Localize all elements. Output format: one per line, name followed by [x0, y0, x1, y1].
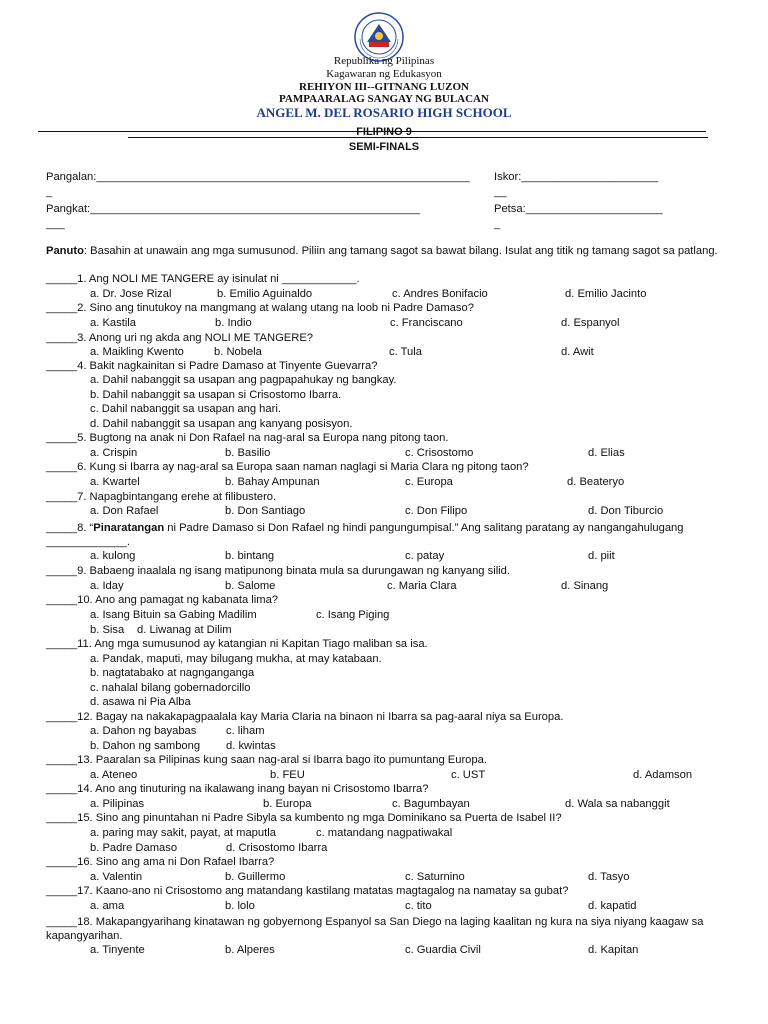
q13-option-a: a. Ateneo: [90, 769, 138, 781]
q15-option-d: d. Crisostomo Ibarra: [226, 842, 328, 854]
score-field[interactable]: Iskor:______________________: [494, 171, 659, 183]
q15-option-c: c. matandang nagpatiwakal: [316, 827, 453, 839]
question-2: _____2. Sino ang tinutukoy na mangmang at walang utang na loob ni Padre Damaso?: [46, 302, 474, 314]
question-11: _____11. Ang mga sumusunod ay katangian ni Kapitan Tiago maliban sa isa.: [46, 638, 428, 650]
q6-option-c: c. Europa: [405, 476, 453, 488]
question-9: _____9. Babaeng inaalala ng isang matipunong binata mula sa durungawan ng kanyang silid.: [46, 565, 511, 577]
q3-option-d: d. Awit: [561, 346, 594, 358]
q14-option-a: a. Pilipinas: [90, 798, 145, 810]
q3-option-c: c. Tula: [389, 346, 422, 358]
score-field-cont: __: [494, 186, 507, 198]
instructions-label: Panuto: [46, 245, 84, 257]
section-field-cont: ___: [46, 218, 65, 230]
q14-option-b: b. Europa: [263, 798, 312, 810]
q17-option-a: a. ama: [90, 900, 125, 912]
question-4: _____4. Bakit nagkainitan si Padre Damaso at Tinyente Guevarra?: [46, 360, 378, 372]
q2-option-d: d. Espanyol: [561, 317, 620, 329]
q7-option-c: c. Don Filipo: [405, 505, 468, 517]
q16-option-d: d. Tasyo: [588, 871, 630, 883]
q6-option-b: b. Bahay Ampunan: [225, 476, 320, 488]
q10-option-d: d. Liwanag at Dilim: [137, 624, 232, 636]
q4-option-b: b. Dahil nabanggit sa usapan si Crisostomo Ibarra.: [90, 389, 342, 401]
q9-option-d: d. Sinang: [561, 580, 609, 592]
q15-option-a: a. paring may sakit, payat, at maputla: [90, 827, 276, 839]
q4-option-a: a. Dahil nabanggit sa usapan ang pagpapahukay ng bangkay.: [90, 374, 397, 386]
q1-option-d: d. Emilio Jacinto: [565, 288, 647, 300]
q5-option-d: d. Elias: [588, 447, 625, 459]
question-5: _____5. Bugtong na anak ni Don Rafael na nag-aral sa Europa nang pitong taon.: [46, 432, 449, 444]
q13-option-d: d. Adamson: [633, 769, 693, 781]
header-department: Kagawaran ng Edukasyon: [326, 68, 442, 80]
q6-option-d: d. Beateryo: [567, 476, 625, 488]
section-field[interactable]: Pangkat:_____________________________________________________: [46, 203, 420, 215]
q18-option-b: b. Alperes: [225, 944, 275, 956]
q10-option-b: b. Sisa: [90, 624, 125, 636]
date-field[interactable]: Petsa:______________________: [494, 203, 663, 215]
q16-option-c: c. Saturnino: [405, 871, 465, 883]
question-17: _____17. Kaano-ano ni Crisostomo ang matandang kastilang matatas magtagalog na namatay sa gubat?: [46, 885, 569, 897]
q8-option-d: d. piit: [588, 550, 615, 562]
question-6: _____6. Kung si Ibarra ay nag-aral sa Europa saan naman naglagi si Maria Clara ng pitong taon?: [46, 461, 529, 473]
question-12: _____12. Bagay na nakakapagpaalala kay Maria Claria na binaon ni Ibarra sa pag-aaral niya sa Europa.: [46, 711, 564, 723]
question-8: [46, 521, 736, 549]
question-14: _____14. Ano ang tinuturing na ikalawang inang bayan ni Crisostomo Ibarra?: [46, 783, 429, 795]
q16-option-a: a. Valentin: [90, 871, 143, 883]
q12-option-a: a. Dahon ng bayabas: [90, 725, 197, 737]
q1-option-a: a. Dr. Jose Rizal: [90, 288, 172, 300]
q11-option-d: d. asawa ni Pia Alba: [90, 696, 191, 708]
q17-option-d: d. kapatid: [588, 900, 637, 912]
q4-option-c: c. Dahil nabanggit sa usapan ang hari.: [90, 403, 281, 415]
instructions-text: : Basahin at unawain ang mga sumusunod. Piliin ang tamang sagot sa bawat bilang. Isulat ang titik ng tamang sagot sa patlang.: [83, 245, 718, 257]
q8-option-b: b. bintang: [225, 550, 275, 562]
q10-option-c: c. Isang Piging: [316, 609, 390, 621]
header-school: ANGEL M. DEL ROSARIO HIGH SCHOOL: [256, 105, 512, 120]
q14-option-d: d. Wala sa nabanggit: [565, 798, 670, 810]
header-republic: Republika ng Pilipinas: [333, 55, 435, 67]
q6-option-a: a. Kwartel: [90, 476, 140, 488]
q5-option-b: b. Basilio: [225, 447, 271, 459]
question-13: _____13. Paaralan sa Pilipinas kung saan nag-aral si Ibarra bago ito pumuntang Europa.: [46, 754, 487, 766]
q8-text: ni Padre Damaso si Don Rafael ng hindi pangungumpisal.” Ang salitang paratang ay nangangahulugang _____________.: [46, 522, 684, 548]
name-field-cont: _: [46, 186, 53, 198]
header-region: REHIYON III--GITNANG LUZON: [299, 81, 469, 93]
q12-option-b: b. Dahon ng sambong: [90, 740, 201, 752]
question-16: _____16. Sino ang ama ni Don Rafael Ibarra?: [46, 856, 275, 868]
q12-option-c: c. liham: [226, 725, 265, 737]
q12-option-d: d. kwintas: [226, 740, 276, 752]
q14-option-c: c. Bagumbayan: [392, 798, 470, 810]
q18-option-d: d. Kapitan: [588, 944, 639, 956]
q8-number: _____8. “: [46, 522, 94, 534]
question-7: _____7. Napagbintangang erehe at filibustero.: [46, 491, 277, 503]
q17-option-b: b. lolo: [225, 900, 255, 912]
q7-option-a: a. Don Rafael: [90, 505, 159, 517]
q9-option-a: a. Iday: [90, 580, 124, 592]
question-1: _____1. Ang NOLI ME TANGERE ay isinulat ni ____________.: [46, 273, 360, 285]
q15-option-b: b. Padre Damaso: [90, 842, 178, 854]
q4-option-d: d. Dahil nabanggit sa usapan ang kanyang posisyon.: [90, 418, 353, 430]
q9-option-b: b. Salome: [225, 580, 276, 592]
question-10: _____10. Ano ang pamagat ng kabanata lima?: [46, 594, 279, 606]
q8-emphasis: Pinaratangan: [93, 522, 165, 534]
q7-option-d: d. Don Tiburcio: [588, 505, 664, 517]
q2-option-b: b. Indio: [215, 317, 252, 329]
q17-option-c: c. tito: [405, 900, 432, 912]
question-15: _____15. Sino ang pinuntahan ni Padre Sibyla sa kumbento ng mga Dominikano sa Puerta de Isabel II?: [46, 812, 562, 824]
q11-option-a: a. Pandak, maputi, may bilugang mukha, at may katabaan.: [90, 653, 382, 665]
date-field-cont: _: [494, 218, 501, 230]
name-field[interactable]: Pangalan:____________________________________________________________: [46, 171, 470, 183]
question-3: _____3. Anong uri ng akda ang NOLI ME TANGERE?: [46, 332, 314, 344]
exam-title: SEMI-FINALS: [348, 141, 420, 153]
q5-option-a: a. Crispin: [90, 447, 138, 459]
q7-option-b: b. Don Santiago: [225, 505, 306, 517]
q16-option-b: b. Guillermo: [225, 871, 286, 883]
q11-option-b: b. nagtatabako at nagnganganga: [90, 667, 255, 679]
subject-title: FILIPINO 9: [356, 126, 412, 138]
q11-option-c: c. nahalal bilang gobernadorcillo: [90, 682, 251, 694]
q8-option-c: c. patay: [405, 550, 445, 562]
q13-option-c: c. UST: [451, 769, 486, 781]
q3-option-a: a. Maikling Kwento: [90, 346, 184, 358]
q9-option-c: c. Maria Clara: [387, 580, 457, 592]
q8-option-a: a. kulong: [90, 550, 136, 562]
q10-option-a: a. Isang Bituin sa Gabing Madilim: [90, 609, 257, 621]
q1-option-b: b. Emilio Aguinaldo: [217, 288, 313, 300]
q3-option-b: b. Nobela: [214, 346, 262, 358]
q5-option-c: c. Crisostomo: [405, 447, 474, 459]
question-18: _____18. Makapangyarihang kinatawan ng gobyernong Espanyol sa San Diego na laging kaalitan ng kura na siya niyang kaagaw sa kapangyarihan.: [46, 916, 704, 942]
q2-option-c: c. Franciscano: [390, 317, 463, 329]
instructions: [46, 244, 736, 258]
q18-option-c: c. Guardia Civil: [405, 944, 481, 956]
q1-option-c: c. Andres Bonifacio: [392, 288, 488, 300]
q13-option-b: b. FEU: [270, 769, 305, 781]
header-division: PAMPAARALAG SANGAY NG BULACAN: [279, 93, 489, 105]
q18-option-a: a. Tinyente: [90, 944, 145, 956]
q2-option-a: a. Kastila: [90, 317, 137, 329]
